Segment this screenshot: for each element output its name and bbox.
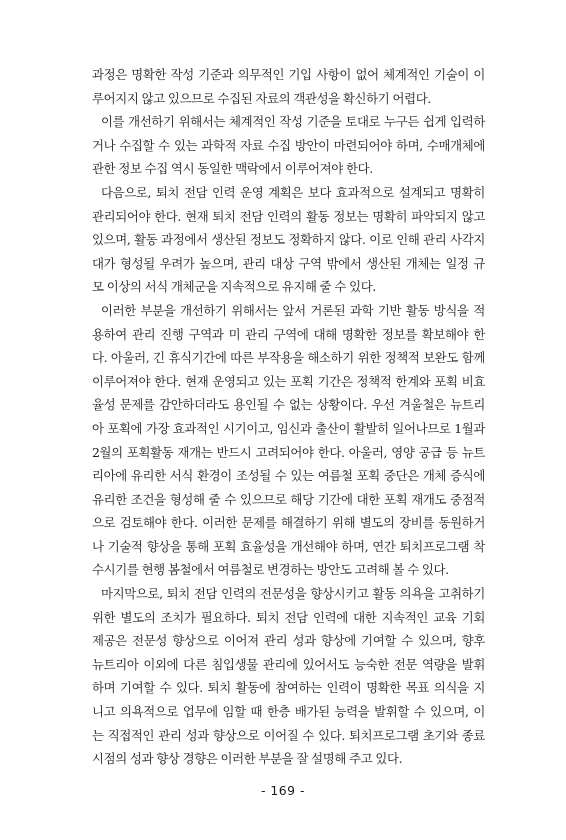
text-line: 뉴트리아 이외에 다른 침입생물 관리에 있어서도 능숙한 전문 역량을 발휘 [92, 656, 485, 672]
text-line: 율성 문제를 감안하더라도 용인될 수 없는 상황이다. 우선 겨울철은 뉴트리 [92, 397, 485, 413]
paragraph-4 [92, 299, 485, 582]
text-line: 다음으로, 퇴치 전담 인력 운영 계획은 보다 효과적으로 설계되고 명확히 [101, 184, 485, 200]
text-line: 이루어져야 한다. 현재 운영되고 있는 포획 기간은 정책적 한계와 포획 비효 [92, 373, 485, 389]
text-line: 관한 정보 수집 역시 동일한 맥락에서 이루어져야 한다. [92, 161, 373, 177]
text-line: 2월의 포획활동 재개는 반드시 고려되어야 한다. 아울러, 영양 공급 등 뉴트 [92, 444, 485, 460]
text-line: 거나 수집할 수 있는 과학적 자료 수집 방안이 마련되어야 하며, 수매개체에 [92, 137, 485, 153]
text-line: 이러한 부분을 개선하기 위해서는 앞서 거론된 과학 기반 활동 방식을 적 [101, 302, 485, 318]
text-line: 제공은 전문성 향상으로 이어져 관리 성과 향상에 기여할 수 있으며, 향후 [92, 633, 485, 649]
text-line: 리아에 유리한 서식 환경이 조성될 수 있는 여름철 포획 중단은 개체 증식에 [92, 468, 485, 484]
text-line: 위한 별도의 조치가 필요하다. 퇴치 전담 인력에 대한 지속적인 교육 기회 [92, 609, 485, 625]
text-line: 유리한 조건을 형성해 줄 수 있으므로 해당 기간에 대한 포획 재개도 중점적 [92, 491, 485, 507]
text-line: 루어지지 않고 있으므로 수집된 자료의 객관성을 확신하기 어렵다. [92, 90, 431, 106]
paragraph-5 [92, 582, 485, 771]
text-line: 모 이상의 서식 개체군을 지속적으로 유지해 줄 수 있다. [92, 279, 376, 295]
page-number: - 169 - [261, 783, 305, 798]
text-line: 시점의 성과 향상 경향은 이러한 부분을 잘 설명해 주고 있다. [92, 751, 403, 767]
text-line: 마지막으로, 퇴치 전담 인력의 전문성을 향상시키고 활동 의욕을 고취하기 [101, 586, 485, 602]
text-line: 있으며, 활동 과정에서 생산된 정보도 정확하지 않다. 이로 인해 관리 사각지 [92, 232, 485, 248]
text-line: 용하여 관리 진행 구역과 미 관리 구역에 대해 명확한 정보를 확보해야 한 [92, 326, 485, 342]
paragraph-1 [92, 63, 485, 110]
text-line: 니고 의욕적으로 업무에 임할 때 한층 배가된 능력을 발휘할 수 있으며, 이 [92, 704, 485, 720]
text-line: 관리되어야 한다. 현재 퇴치 전담 인력의 활동 정보는 명확히 파악되지 않고 [92, 208, 485, 224]
text-line: 다. 아울러, 긴 휴식기간에 따른 부작용을 해소하기 위한 정책적 보완도 함께 [92, 350, 485, 366]
text-line: 으로 검토해야 한다. 이러한 문제를 해결하기 위해 별도의 장비를 동원하거 [92, 515, 485, 531]
text-line: 하며 기여할 수 있다. 퇴치 활동에 참여하는 인력이 명확한 목표 의식을 지 [92, 680, 485, 696]
text-line: 이를 개선하기 위해서는 체계적인 작성 기준을 토대로 누구든 쉽게 입력하 [101, 114, 485, 130]
text-line: 는 직접적인 관리 성과 향상으로 이어질 수 있다. 퇴치프로그램 초기와 종료 [92, 727, 485, 743]
body-text [92, 63, 485, 771]
text-line: 수시기를 현행 봄철에서 여름철로 변경하는 방안도 고려해 볼 수 있다. [92, 562, 449, 578]
paragraph-3 [92, 181, 485, 299]
text-line: 과정은 명확한 작성 기준과 의무적인 기입 사항이 없어 체계적인 기술이 이 [92, 67, 485, 82]
paragraph-2 [92, 110, 485, 181]
text-line: 대가 형성될 우려가 높으며, 관리 대상 구역 밖에서 생산된 개체는 일정 규 [92, 255, 485, 271]
text-line: 아 포획에 가장 효과적인 시기이고, 임신과 출산이 활발히 일어나므로 1월과 [92, 420, 485, 436]
text-line: 나 기술적 향상을 통해 포획 효율성을 개선해야 하며, 연간 퇴치프로그램 착 [92, 538, 485, 554]
